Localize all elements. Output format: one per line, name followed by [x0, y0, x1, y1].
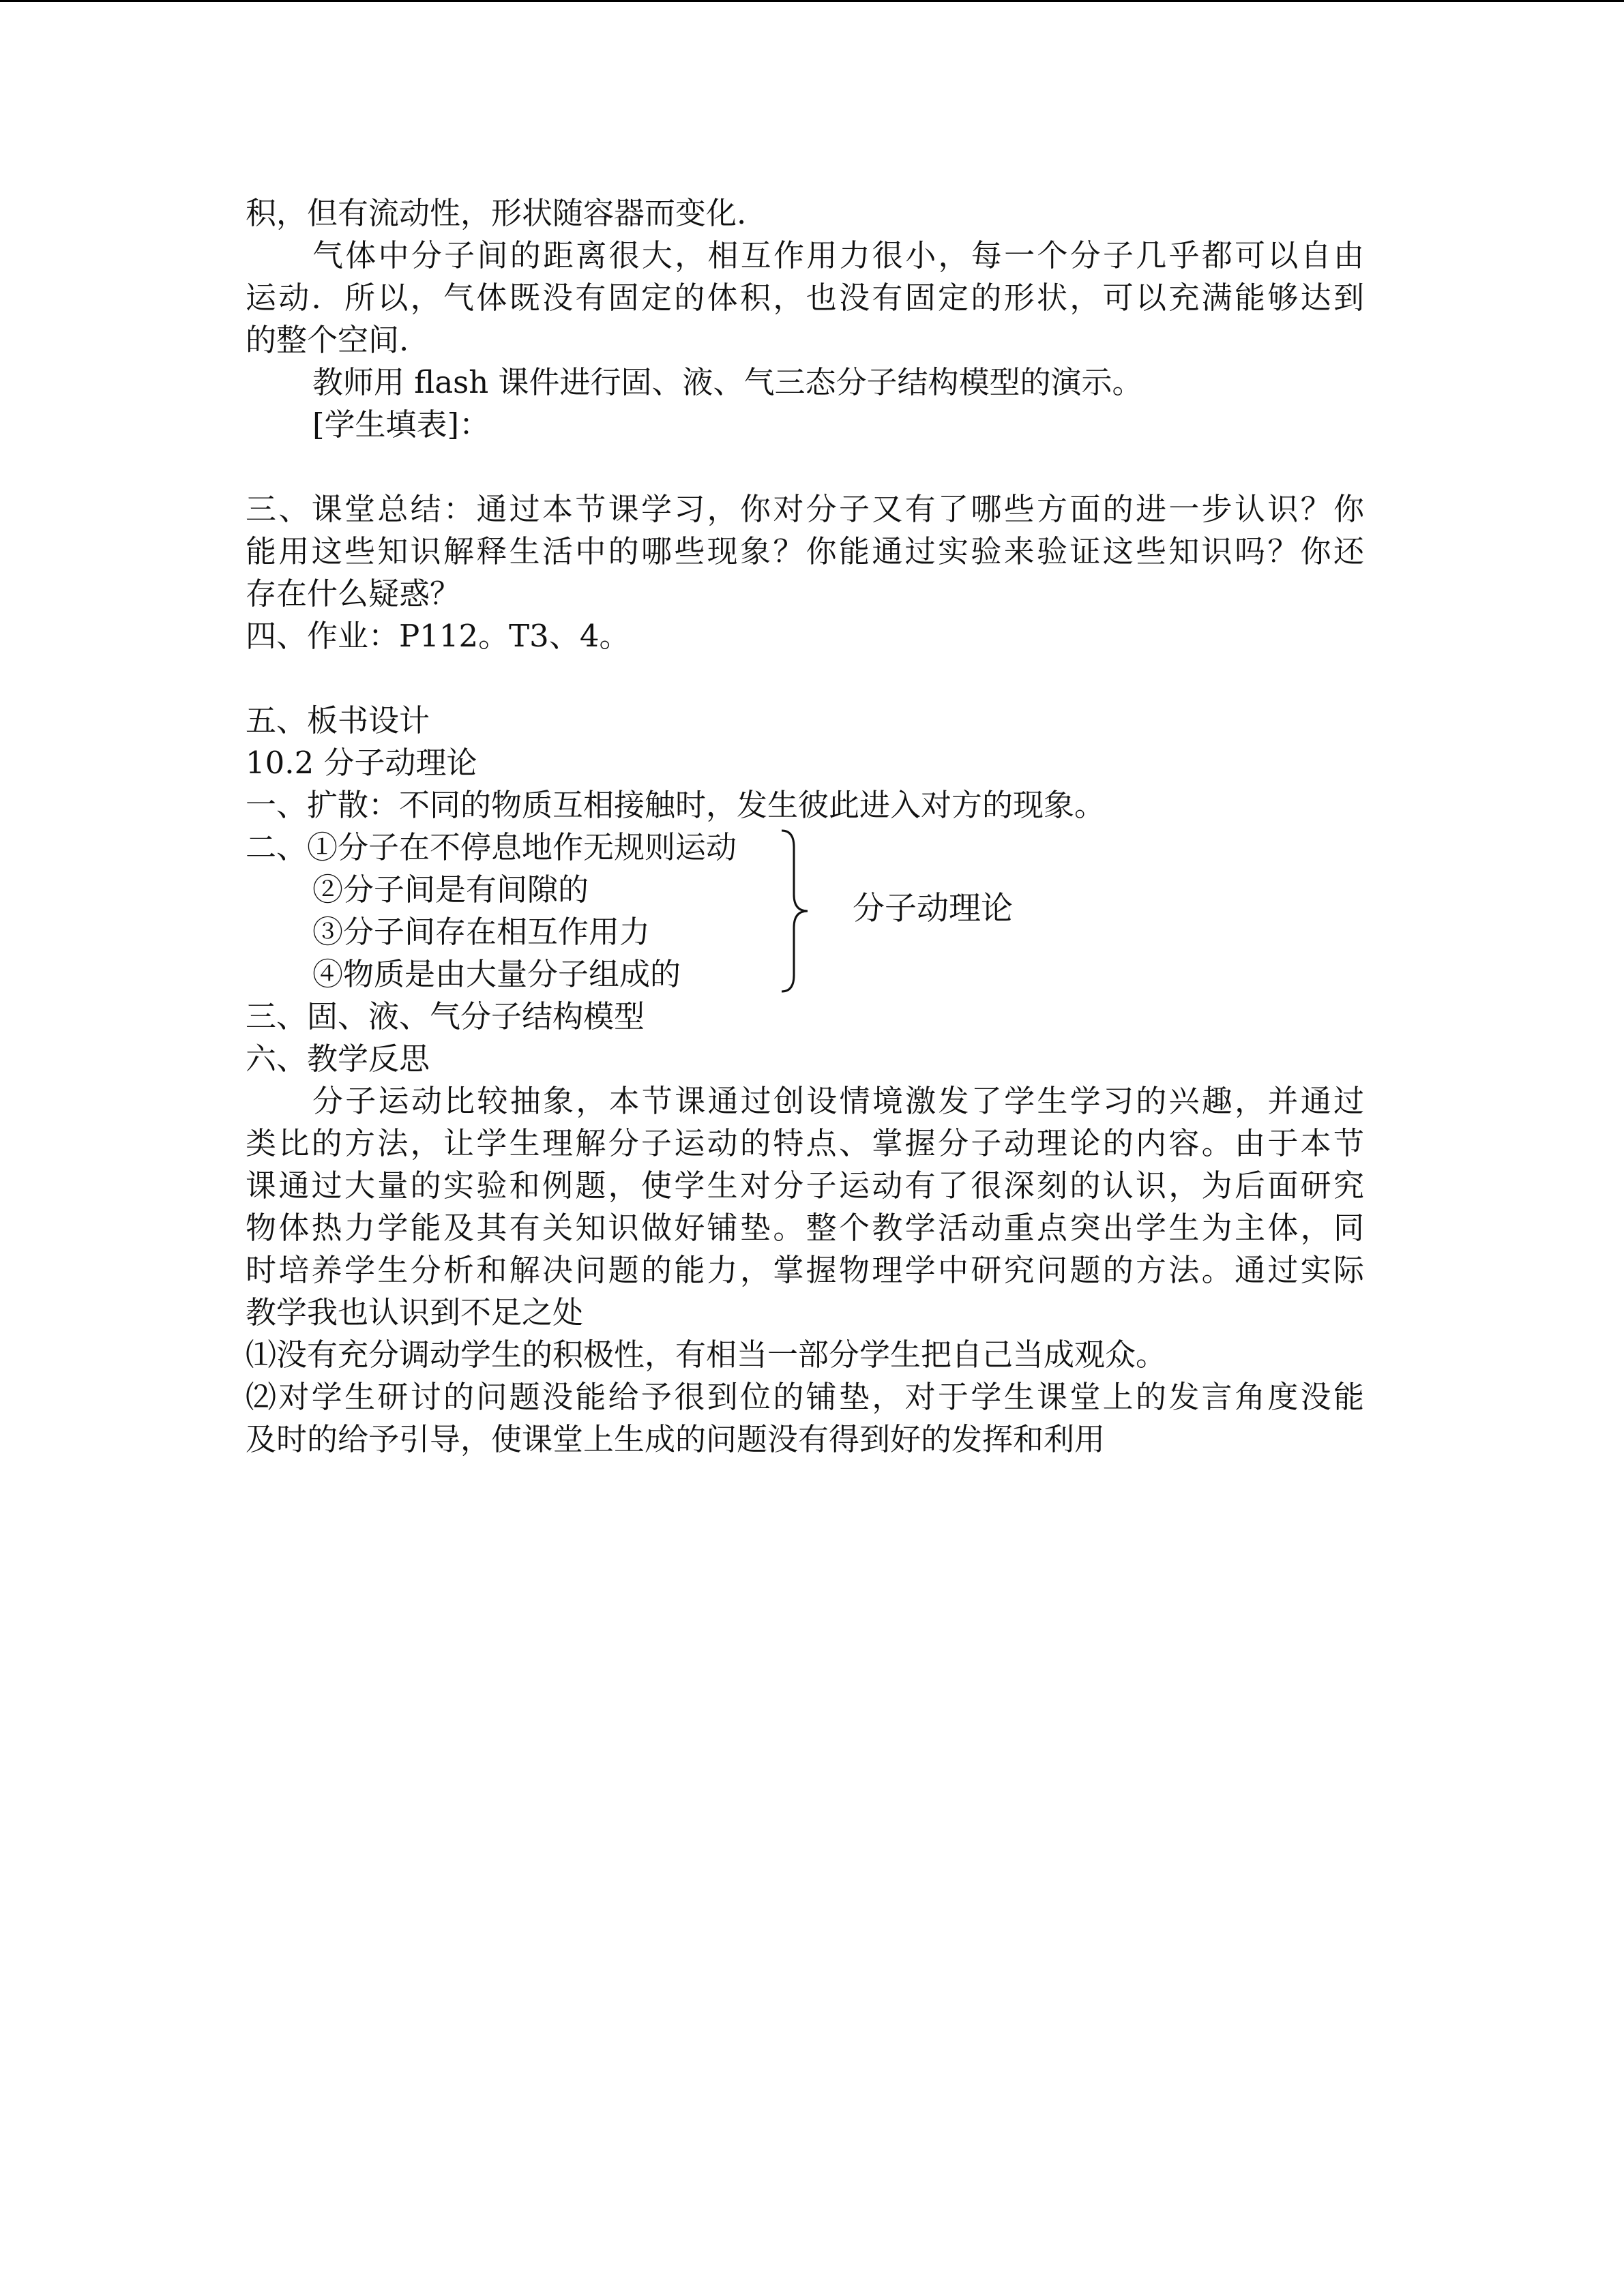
blank-line [246, 657, 1364, 700]
board-item-theory-3: ③分子间存在相互作用力 [312, 914, 651, 950]
board-design-heading: 五、板书设计 [246, 702, 430, 739]
brace-label: 分子动理论 [853, 890, 1013, 927]
reflection-line-4: 物体热力学能及其有关知识做好铺垫。整个教学活动重点突出学生为主体，同 [246, 1210, 1364, 1246]
paragraph-gas-line-1: 气体中分子间的距离很大，相互作用力很小，每一个分子几乎都可以自由 [312, 237, 1364, 273]
document-page [246, 192, 1364, 1461]
reflection-point-2-line-2: 及时的给予引导，使课堂上生成的问题没有得到好的发挥和利用 [246, 1421, 1106, 1457]
summary-line-1: 三、课堂总结：通过本节课学习，你对分子又有了哪些方面的进一步认识？你 [246, 491, 1364, 527]
summary-line-2: 能用这些知识解释生活中的哪些现象？你能通过实验来验证这些知识吗？你还 [246, 533, 1364, 569]
reflection-heading: 六、教学反思 [246, 1041, 430, 1077]
reflection-line-6: 教学我也认识到不足之处 [246, 1294, 584, 1330]
board-item-models: 三、固、液、气分子结构模型 [246, 998, 645, 1034]
board-item-theory-2: ②分子间是有间隙的 [312, 871, 589, 908]
paragraph-student-table: [学生填表]： [312, 406, 490, 443]
reflection-line-3: 课通过大量的实验和例题，使学生对分子运动有了很深刻的认识，为后面研究 [246, 1167, 1364, 1204]
paragraph-flash-demo: 教师用 flash 课件进行固、液、气三态分子结构模型的演示。 [312, 364, 1143, 400]
top-border-line [0, 0, 1624, 2]
board-item-theory-1: 二、①分子在不停息地作无规则运动 [246, 829, 737, 865]
homework-line: 四、作业：P112。T3、4。 [246, 618, 630, 654]
board-title: 10.2 分子动理论 [246, 745, 477, 781]
reflection-line-1: 分子运动比较抽象，本节课通过创设情境激发了学生学习的兴趣，并通过 [312, 1083, 1364, 1119]
summary-line-3: 存在什么疑惑？ [246, 576, 461, 612]
board-item-theory-4: ④物质是由大量分子组成的 [312, 956, 681, 992]
reflection-point-1: ⑴没有充分调动学生的积极性，有相当一部分学生把自己当成观众。 [246, 1337, 1167, 1373]
blank-line [246, 446, 1364, 488]
right-brace-icon [776, 826, 817, 996]
board-theory-group [246, 826, 1364, 996]
paragraph-liquid-end: 积，但有流动性，形状随容器而变化. [246, 195, 747, 231]
paragraph-gas-line-3: 的整个空间. [246, 322, 409, 358]
reflection-line-2: 类比的方法，让学生理解分子运动的特点、掌握分子动理论的内容。由于本节 [246, 1125, 1364, 1161]
board-item-diffusion: 一、扩散：不同的物质互相接触时，发生彼此进入对方的现象。 [246, 787, 1106, 823]
paragraph-gas-line-2: 运动．所以，气体既没有固定的体积，也没有固定的形状，可以充满能够达到 [246, 280, 1364, 316]
reflection-point-2-line-1: ⑵对学生研讨的问题没能给予很到位的铺垫，对于学生课堂上的发言角度没能 [246, 1379, 1364, 1415]
reflection-line-5: 时培养学生分析和解决问题的能力，掌握物理学中研究问题的方法。通过实际 [246, 1252, 1364, 1288]
